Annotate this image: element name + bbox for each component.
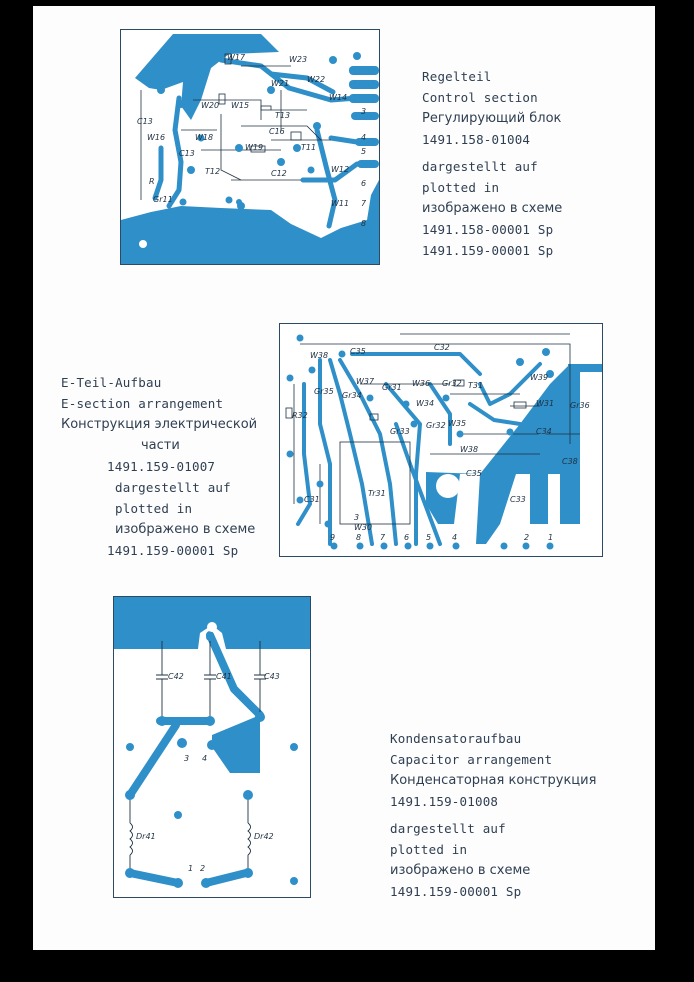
- plotted-de: dargestellt auf: [390, 821, 506, 836]
- label-w35: W35: [448, 419, 467, 428]
- ref-1: 1491.158-00001 Sp: [422, 222, 554, 237]
- label-dr41: Dr41: [136, 832, 156, 841]
- label-w21: W21: [271, 79, 290, 88]
- pin-5: 5: [361, 147, 367, 156]
- pin-3: 3: [361, 107, 367, 116]
- label-gr33: Gr33: [390, 427, 410, 436]
- label-w14: W14: [329, 93, 348, 102]
- plotted-ru: изображено в схеме: [390, 863, 531, 878]
- pin-8: 8: [356, 533, 362, 542]
- ref: 1491.159-00001 Sp: [390, 884, 522, 899]
- label-w18: W18: [195, 133, 214, 142]
- pin-3: 3: [184, 754, 190, 763]
- e-section-pcb-drawing: [280, 324, 602, 556]
- label-c43: C43: [264, 672, 280, 681]
- label-w17: W17: [227, 53, 246, 62]
- label-w39: W39: [530, 373, 549, 382]
- label-w31: W31: [536, 399, 555, 408]
- pin-9: 9: [330, 533, 336, 542]
- part-number: 1491.159-01007: [107, 459, 216, 474]
- control-section-caption: [422, 66, 562, 261]
- label-w12: W12: [331, 165, 350, 174]
- label-w38-b: W38: [460, 445, 479, 454]
- e-section-caption: [61, 372, 257, 561]
- label-gr34: Gr34: [342, 391, 362, 400]
- label-c32: C32: [434, 343, 450, 352]
- label-gr32: Gr32: [442, 379, 462, 388]
- pin-7: 7: [380, 533, 386, 542]
- label-gr11: Gr11: [153, 195, 173, 204]
- label-c13-a: C13: [137, 117, 153, 126]
- label-c35-top: C35: [350, 347, 366, 356]
- label-c16: C16: [269, 127, 285, 136]
- label-t31: T31: [468, 381, 484, 390]
- label-w22: W22: [307, 75, 326, 84]
- label-c38: C38: [562, 457, 578, 466]
- plotted-de: dargestellt auf: [115, 480, 231, 495]
- caption-en: E-section arrangement: [61, 396, 224, 411]
- plotted-en: plotted in: [115, 501, 193, 516]
- plotted-de: dargestellt auf: [422, 159, 538, 174]
- label-w19: W19: [245, 143, 264, 152]
- pin-3: 3: [354, 513, 360, 522]
- pin-8: 8: [361, 219, 367, 228]
- label-t12: T12: [205, 167, 221, 176]
- pin-4: 4: [361, 133, 367, 142]
- label-w36: W36: [412, 379, 431, 388]
- part-number: 1491.158-01004: [422, 132, 531, 147]
- pin-2: 2: [524, 533, 530, 542]
- pin-5: 5: [426, 533, 432, 542]
- label-w38: W38: [310, 351, 329, 360]
- label-w20: W20: [201, 101, 220, 110]
- label-c34: C34: [536, 427, 552, 436]
- label-gr32-b: Gr32: [426, 421, 446, 430]
- label-t13: T13: [275, 111, 291, 120]
- caption-ru: Регулирующий блок: [422, 111, 562, 126]
- caption-ru: Конденсаторная конструкция: [390, 773, 597, 788]
- capacitor-pcb-drawing: [114, 597, 310, 897]
- label-w16: W16: [147, 133, 166, 142]
- pin-6: 6: [361, 179, 367, 188]
- label-gr31: Gr31: [382, 383, 402, 392]
- pin-1: 1: [188, 864, 194, 873]
- caption-en: Control section: [422, 90, 538, 105]
- label-w11: W11: [331, 199, 350, 208]
- plotted-en: plotted in: [390, 842, 468, 857]
- label-c42: C42: [168, 672, 184, 681]
- ref: 1491.159-00001 Sp: [107, 543, 239, 558]
- caption-ru-1: Конструкция электрической: [61, 417, 258, 432]
- caption-en: Capacitor arrangement: [390, 752, 553, 767]
- pin-4: 4: [202, 754, 208, 763]
- caption-de: Kondensatoraufbau: [390, 731, 522, 746]
- label-w23: W23: [289, 55, 308, 64]
- plotted-en: plotted in: [422, 180, 500, 195]
- caption-de: Regelteil: [422, 69, 492, 84]
- capacitor-caption: [390, 728, 596, 902]
- label-c35: C35: [466, 469, 482, 478]
- control-section-pcb-drawing: [121, 30, 379, 264]
- part-number: 1491.159-01008: [390, 794, 499, 809]
- pin-7: 7: [361, 199, 367, 208]
- pin-1: 1: [548, 533, 554, 542]
- label-w34: W34: [416, 399, 435, 408]
- label-w30: W30: [354, 523, 373, 532]
- e-section-board: [279, 323, 603, 557]
- pin-2: 2: [200, 864, 206, 873]
- capacitor-board: [113, 596, 311, 898]
- label-c33: C33: [510, 495, 526, 504]
- caption-ru-2: части: [141, 438, 180, 453]
- label-c12: C12: [271, 169, 287, 178]
- plotted-ru: изображено в схеме: [422, 201, 563, 216]
- label-c31: C31: [304, 495, 320, 504]
- label-t11: T11: [301, 143, 317, 152]
- label-c13-b: C13: [179, 149, 195, 158]
- label-w37: W37: [356, 377, 375, 386]
- label-c41: C41: [216, 672, 232, 681]
- label-dr42: Dr42: [254, 832, 274, 841]
- pin-6: 6: [404, 533, 410, 542]
- label-r32: R32: [292, 411, 308, 420]
- caption-de: E-Teil-Aufbau: [61, 375, 162, 390]
- pin-4: 4: [452, 533, 458, 542]
- control-section-board: [120, 29, 380, 265]
- label-r: R: [149, 177, 155, 186]
- label-tr31: Tr31: [368, 489, 386, 498]
- label-gr36: Gr36: [570, 401, 590, 410]
- ref-2: 1491.159-00001 Sp: [422, 243, 554, 258]
- label-gr35: Gr35: [314, 387, 334, 396]
- label-w15: W15: [231, 101, 250, 110]
- plotted-ru: изображено в схеме: [115, 522, 256, 537]
